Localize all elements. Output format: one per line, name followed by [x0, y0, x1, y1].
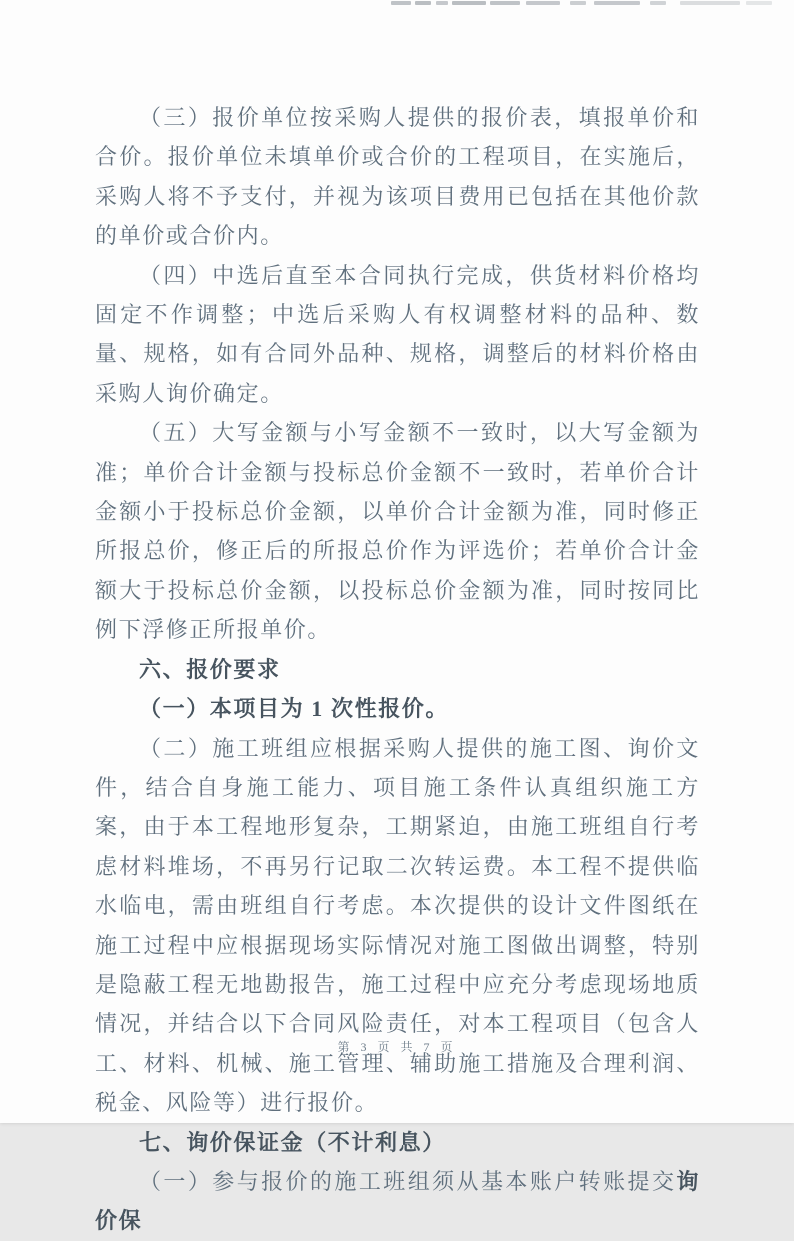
scan-artifact-dash: [526, 1, 560, 5]
scan-artifact-dash: [570, 1, 586, 5]
scan-artifact-dash: [650, 1, 666, 5]
paragraph: [95, 256, 700, 414]
scan-artifact-dash: [594, 1, 640, 5]
page-number-footer: 第 3 页 共 7 页: [337, 1040, 457, 1054]
text-run: （三）报价单位按采购人提供的报价表，填报单价和合价。报价单位未填单价或合价的工程项目，在实施后，采购人将不予支付，并视为该项目费用已包括在其他价款的单价或合价内。: [95, 105, 700, 249]
scan-artifact-dash: [746, 1, 772, 5]
scan-artifact-dash: [436, 1, 448, 5]
text-run: （四）中选后直至本合同执行完成，供货材料价格均固定不作调整；中选后采购人有权调整材料的品种、数量、规格，如有合同外品种、规格，调整后的材料价格由采购人询价确定。: [95, 262, 700, 406]
paragraph: [95, 98, 700, 256]
paragraph: [95, 1162, 700, 1241]
text-run: （五）大写金额与小写金额不一致时，以大写金额为准；单价合计金额与投标总价金额不一致时，若单价合计金额小于投标总价金额，以单价合计金额为准，同时修正所报总价，修正后的所报总价作为评选价；若单价合计金额大于投标总价金额，以投标总价金额为准，同时按同比例下浮修正所报单价。: [95, 420, 700, 643]
scan-artifact-dash: [391, 1, 411, 5]
scan-artifact-dash: [490, 1, 520, 5]
section-heading: [95, 689, 700, 728]
paragraph: [95, 729, 700, 1123]
bold-text-run: 询价保: [95, 1168, 700, 1234]
scan-artifact-top-edge: [0, 0, 794, 6]
bold-text-run: 六、报价要求: [139, 656, 281, 682]
text-run: （一）参与报价的施工班组须从基本账户转账提交: [139, 1168, 677, 1194]
section-heading: [95, 1123, 700, 1162]
paragraph: [95, 413, 700, 649]
scan-artifact-dash: [680, 1, 740, 5]
scan-artifact-dash: [452, 1, 486, 5]
scan-artifact-dash: [415, 1, 431, 5]
bold-text-run: 七、询价保证金（不计利息）: [139, 1129, 446, 1155]
document-body: [95, 98, 700, 1241]
section-heading: [95, 650, 700, 689]
bold-text-run: （一）本项目为 1 次性报价。: [139, 696, 450, 722]
text-run: （二）施工班组应根据采购人提供的施工图、询价文件，结合自身施工能力、项目施工条件认真组织施工方案，由于本工程地形复杂，工期紧迫，由施工班组自行考虑材料堆场，不再另行记取二次转运费。本工程不提供临水临电，需由班组自行考虑。本次提供的设计文件图纸在施工过程中应根据现场实际情况对施工图做出调整，特别是隐蔽工程无地勘报告，施工过程中应充分考虑现场地质情况，并结合以下合同风险责任，对本工程项目（包含人工、材料、机械、施工管理、辅助施工措施及合理利润、税金、风险等）进行报价。: [95, 735, 700, 1116]
